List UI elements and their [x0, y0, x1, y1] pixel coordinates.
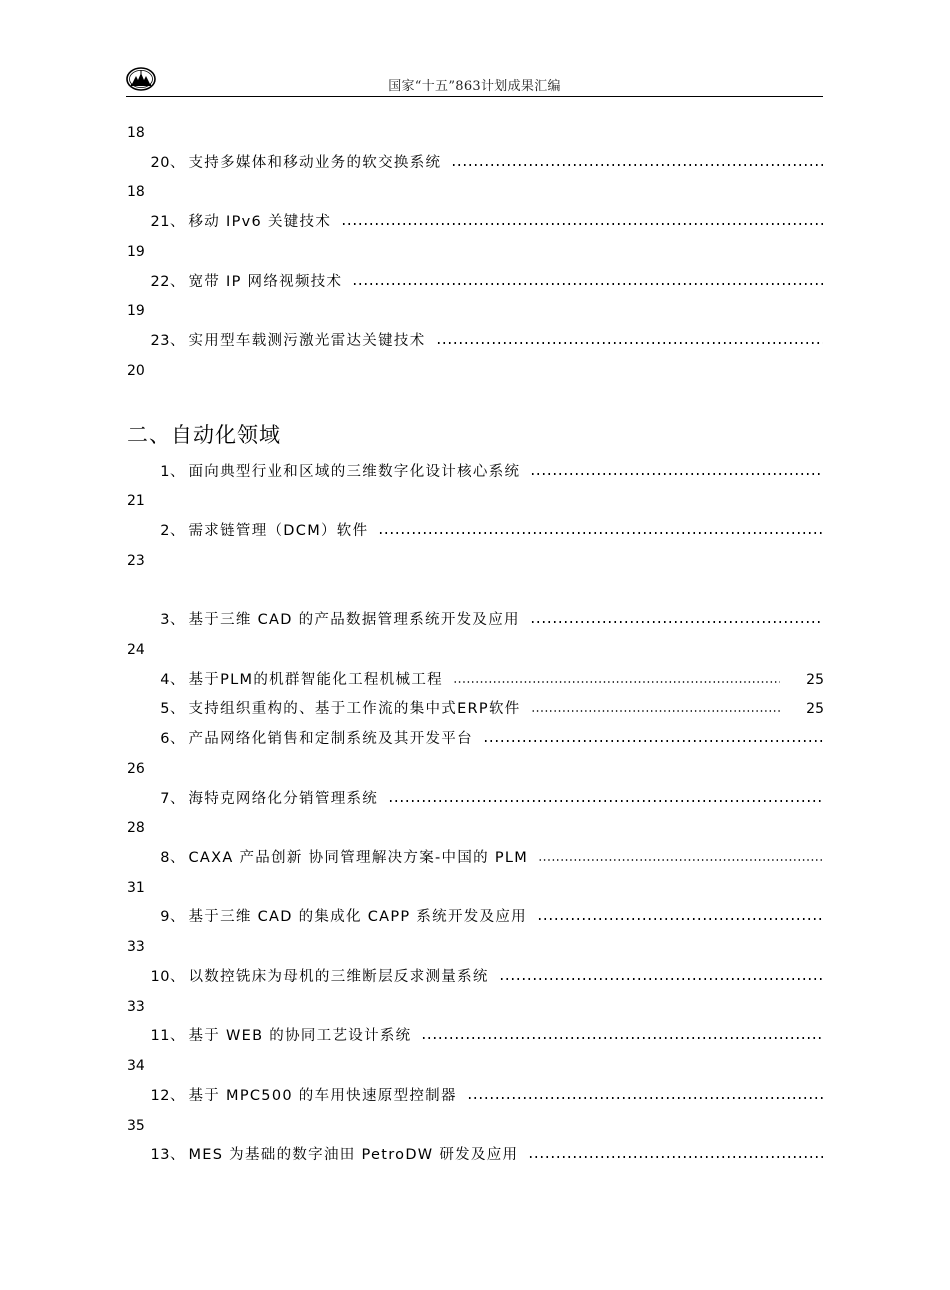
toc-entry-number: 12: [150, 1088, 170, 1104]
dot-leader: [352, 283, 823, 285]
toc-entry[interactable]: 20 、 支持多媒体和移动业务的软交换系统: [130, 153, 823, 173]
toc-page-number: 24: [127, 642, 145, 658]
dot-leader: [537, 918, 823, 920]
toc-entry[interactable]: 1 、 面向典型行业和区域的三维数字化设计核心系统: [130, 462, 823, 482]
dot-leader: [499, 978, 823, 980]
toc-entry[interactable]: 3 、 基于三维 CAD 的产品数据管理系统开发及应用: [130, 610, 823, 630]
toc-entry-number: 21: [150, 214, 170, 230]
toc-page-number: 28: [127, 820, 145, 836]
toc-entry-title: 实用型车载测污激光雷达关键技术: [188, 333, 426, 349]
toc-entry-title: 宽带 IP 网络视频技术: [188, 274, 343, 290]
toc-entry[interactable]: 12 、 基于 MPC500 的车用快速原型控制器: [130, 1086, 823, 1106]
toc-entry-title: 基于三维 CAD 的集成化 CAPP 系统开发及应用: [188, 909, 527, 925]
toc-entry-number: 5: [160, 701, 170, 717]
toc-entry[interactable]: 5 、 支持组织重构的、基于工作流的集中式ERP软件: [130, 699, 780, 719]
dot-leader: [538, 859, 823, 861]
dot-leader: [530, 473, 823, 475]
section-heading[interactable]: 二、自动化领域: [127, 423, 281, 447]
toc-entry-number: 8: [160, 850, 170, 866]
toc-entry-title: 以数控铣床为母机的三维断层反求测量系统: [188, 969, 489, 985]
toc-page-number: 19: [127, 244, 145, 260]
toc-entry-title: 基于PLM的机群智能化工程机械工程: [188, 672, 443, 688]
toc-entry[interactable]: 7 、 海特克网络化分销管理系统: [130, 789, 823, 809]
toc-entry-number: 20: [150, 155, 170, 171]
dot-leader: [436, 342, 824, 344]
toc-page-number: 33: [127, 999, 145, 1015]
toc-page-number: 18: [127, 125, 145, 141]
toc-entry-title: 需求链管理（DCM）软件: [188, 523, 369, 539]
toc-page-number: 34: [127, 1058, 145, 1074]
toc-entry-title: 支持组织重构的、基于工作流的集中式ERP软件: [188, 701, 521, 717]
toc-entry[interactable]: 2 、 需求链管理（DCM）软件: [130, 521, 823, 541]
dot-leader: [453, 681, 780, 683]
toc-page-number: 31: [127, 880, 145, 896]
toc-page-number: 18: [127, 184, 145, 200]
toc-entry[interactable]: 11 、 基于 WEB 的协同工艺设计系统: [130, 1026, 823, 1046]
toc-entry-title: 产品网络化销售和定制系统及其开发平台: [188, 731, 473, 747]
toc-entry[interactable]: 4 、 基于PLM的机群智能化工程机械工程: [130, 670, 780, 690]
toc-page-number: 19: [127, 303, 145, 319]
header-title: 国家“十五”863计划成果汇编: [388, 79, 561, 94]
toc-page-number: 25: [806, 701, 824, 717]
dot-leader: [421, 1037, 823, 1039]
toc-entry[interactable]: 21 、 移动 IPv6 关键技术: [130, 212, 823, 232]
toc-entry[interactable]: 6 、 产品网络化销售和定制系统及其开发平台: [130, 729, 823, 749]
toc-entry-title: 基于三维 CAD 的产品数据管理系统开发及应用: [188, 612, 520, 628]
toc-page-number: 35: [127, 1118, 145, 1134]
toc-entry-title: 海特克网络化分销管理系统: [188, 791, 379, 807]
toc-entry[interactable]: 22 、 宽带 IP 网络视频技术: [130, 272, 823, 292]
toc-entry-number: 4: [160, 672, 170, 688]
dot-leader: [467, 1097, 823, 1099]
toc-entry-number: 11: [150, 1028, 170, 1044]
dot-leader: [528, 1156, 823, 1158]
dot-leader: [451, 164, 823, 166]
toc-entry-title: 支持多媒体和移动业务的软交换系统: [188, 155, 442, 171]
toc-page-number: 20: [127, 363, 145, 379]
toc-entry-title: CAXA 产品创新 协同管理解决方案-中国的 PLM: [188, 850, 529, 866]
dot-leader: [341, 223, 823, 225]
toc-entry-title: 基于 WEB 的协同工艺设计系统: [188, 1028, 412, 1044]
toc-entry-title: 面向典型行业和区域的三维数字化设计核心系统: [188, 464, 521, 480]
toc-entry[interactable]: 23 、 实用型车载测污激光雷达关键技术: [130, 331, 823, 351]
toc-page-number: 23: [127, 553, 145, 569]
toc-entry-number: 1: [160, 464, 170, 480]
toc-page-number: 25: [806, 672, 824, 688]
toc-entry-number: 3: [160, 612, 170, 628]
toc-entry[interactable]: 8 、 CAXA 产品创新 协同管理解决方案-中国的 PLM: [130, 848, 823, 868]
dot-leader: [378, 532, 823, 534]
dot-leader: [531, 710, 780, 712]
toc-page-number: 21: [127, 493, 145, 509]
toc-entry-number: 6: [160, 731, 170, 747]
toc-entry-title: MES 为基础的数字油田 PetroDW 研发及应用: [188, 1147, 519, 1163]
dot-leader: [530, 621, 823, 623]
toc-page-number: 33: [127, 939, 145, 955]
toc-entry-title: 移动 IPv6 关键技术: [188, 214, 332, 230]
toc-entry-number: 2: [160, 523, 170, 539]
toc-entry-number: 9: [160, 909, 170, 925]
toc-entry[interactable]: 10 、 以数控铣床为母机的三维断层反求测量系统: [130, 967, 823, 987]
toc-entry[interactable]: 13 、 MES 为基础的数字油田 PetroDW 研发及应用: [130, 1145, 823, 1165]
dot-leader: [483, 740, 823, 742]
dot-leader: [388, 800, 823, 802]
toc-page-number: 26: [127, 761, 145, 777]
toc-entry[interactable]: 9 、 基于三维 CAD 的集成化 CAPP 系统开发及应用: [130, 907, 823, 927]
toc-entry-number: 10: [150, 969, 170, 985]
toc-entry-number: 23: [150, 333, 170, 349]
toc-entry-number: 13: [150, 1147, 170, 1163]
toc-entry-title: 基于 MPC500 的车用快速原型控制器: [188, 1088, 457, 1104]
toc-entry-number: 7: [160, 791, 170, 807]
toc-entry-number: 22: [150, 274, 170, 290]
